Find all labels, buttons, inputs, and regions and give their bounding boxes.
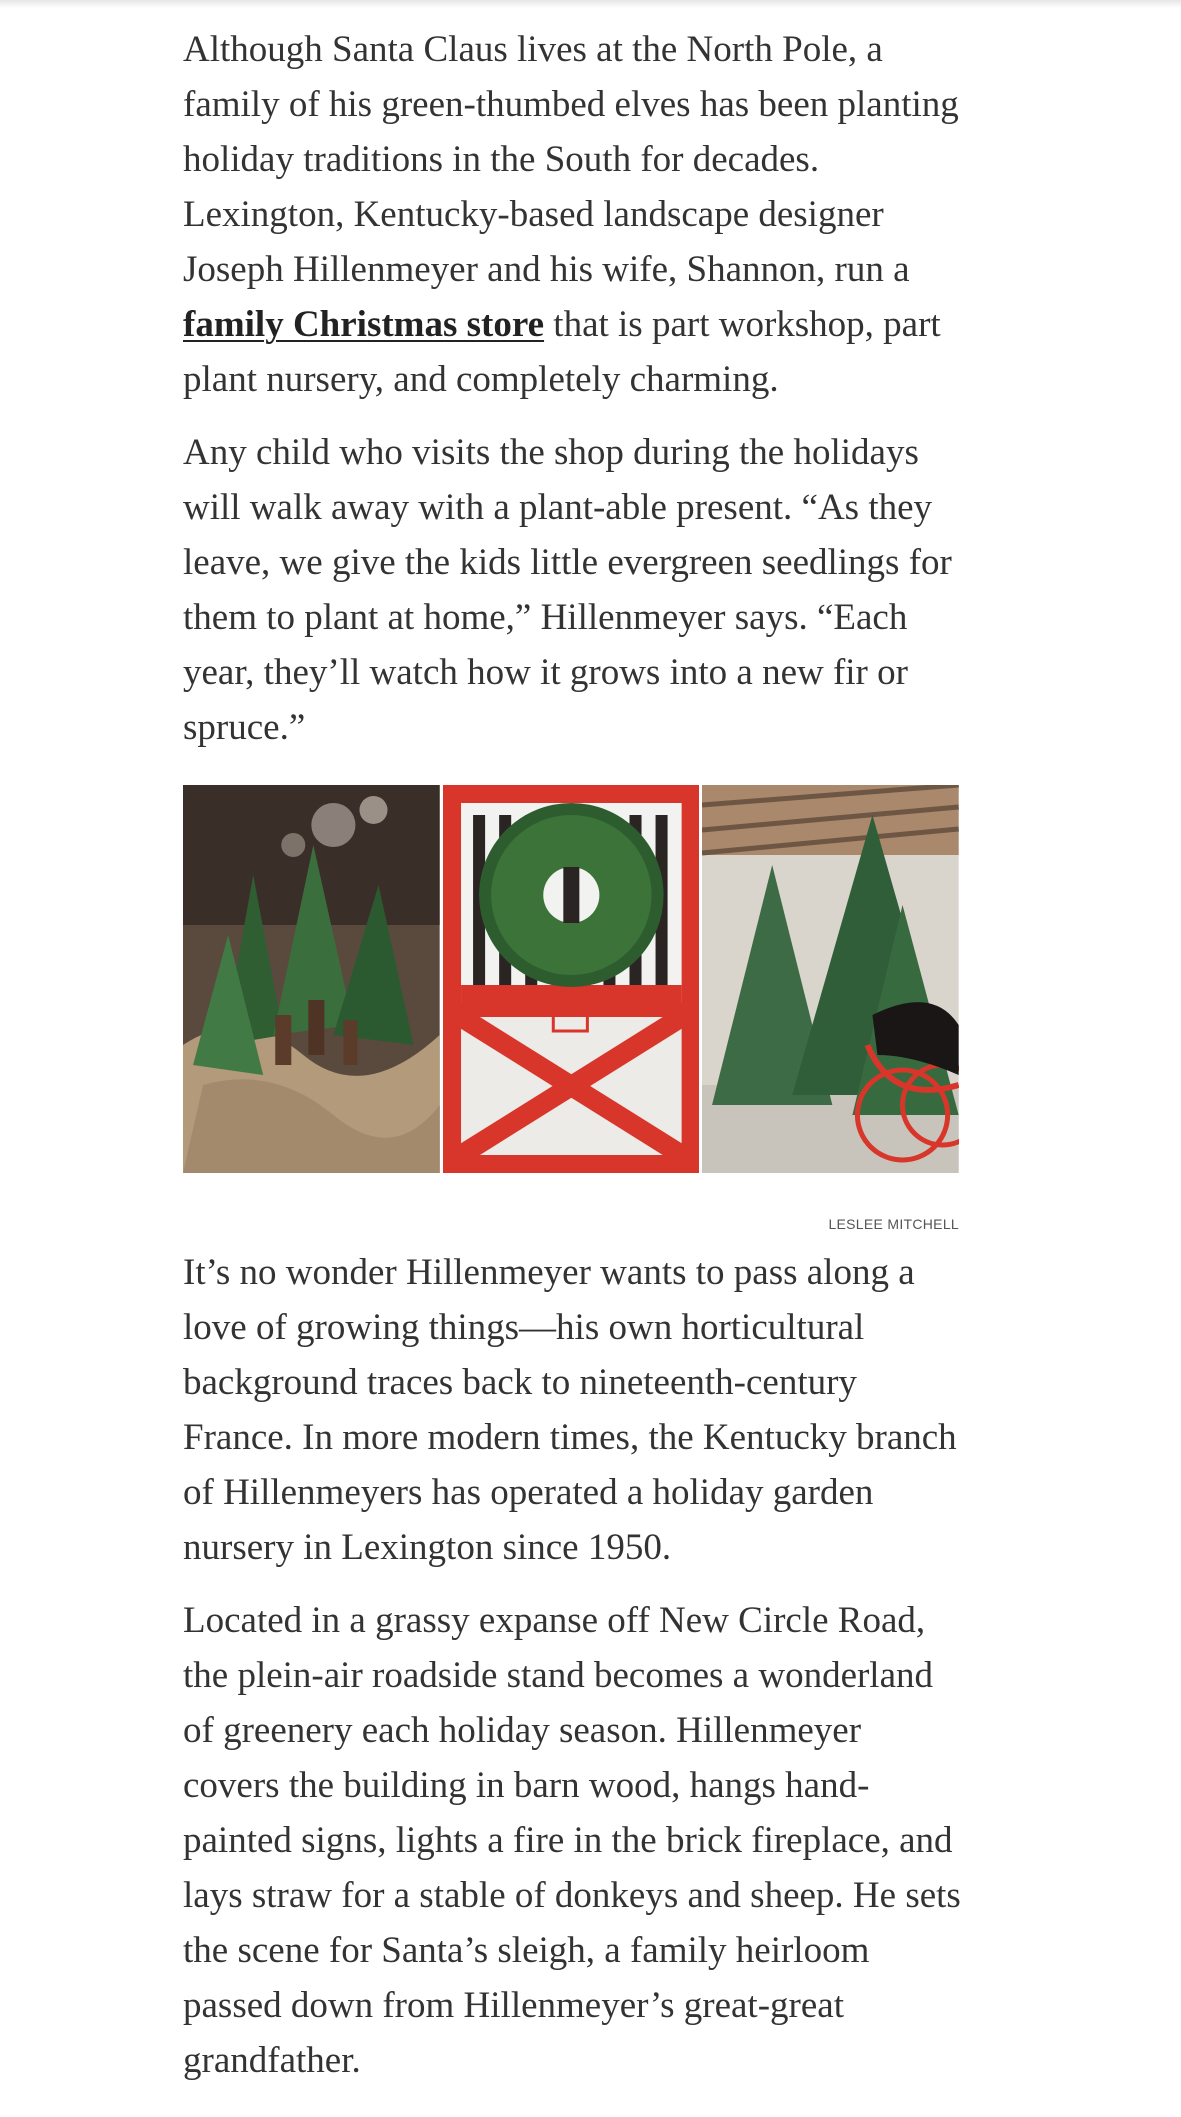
photo-credit: LESLEE MITCHELL [828,1216,959,1232]
photo-wreath-on-barn-door [443,785,700,1173]
article-body [183,22,961,2088]
paragraph-intro-text: Although Santa Claus lives at the North Pole, a family of his green-thumbed elves has been planting holiday traditions in the South for decades. Lexington, Kentucky-based landscape designer Joseph Hillenmeyer and his wife, Shannon, run a [183,29,959,290]
top-shadow [0,0,1181,8]
photo-gallery [183,785,959,1173]
paragraph-intro-text-end: that is part workshop, part plant nursery, and completely charming. [183,304,941,400]
paragraph-horticultural-history: It’s no wonder Hillenmeyer wants to pass along a love of growing things—his own horticultural background traces back to nineteenth-century France. In more modern times, the Kentucky branch of Hillenmeyers has operated a holiday garden nursery in Lexington since 1950. [183,1252,957,1568]
paragraph-seedlings: Any child who visits the shop during the holidays will walk away with a plant-able present. “As they leave, we give the kids little evergreen seedlings for them to plant at home,” Hillenmeyer says. “Each year, they’ll watch how it grows into a new fir or spruce.” [183,432,952,748]
photo-trees-and-sleigh [702,785,959,1173]
family-christmas-store-link[interactable]: family Christmas store [183,304,545,345]
paragraph-roadside-stand: Located in a grassy expanse off New Circle Road, the plein-air roadside stand becomes a wonderland of greenery each holiday season. Hillenmeyer covers the building in barn wood, hangs hand-painted signs, lights a fire in the brick fireplace, and lays straw for a stable of donkeys and sheep. He sets the scene for Santa’s sleigh, a family heirloom passed down from Hillenmeyer’s great-great grandfather. [183,1600,961,2081]
photo-seedlings-in-burlap [183,785,440,1173]
paragraph-intro [183,22,961,407]
